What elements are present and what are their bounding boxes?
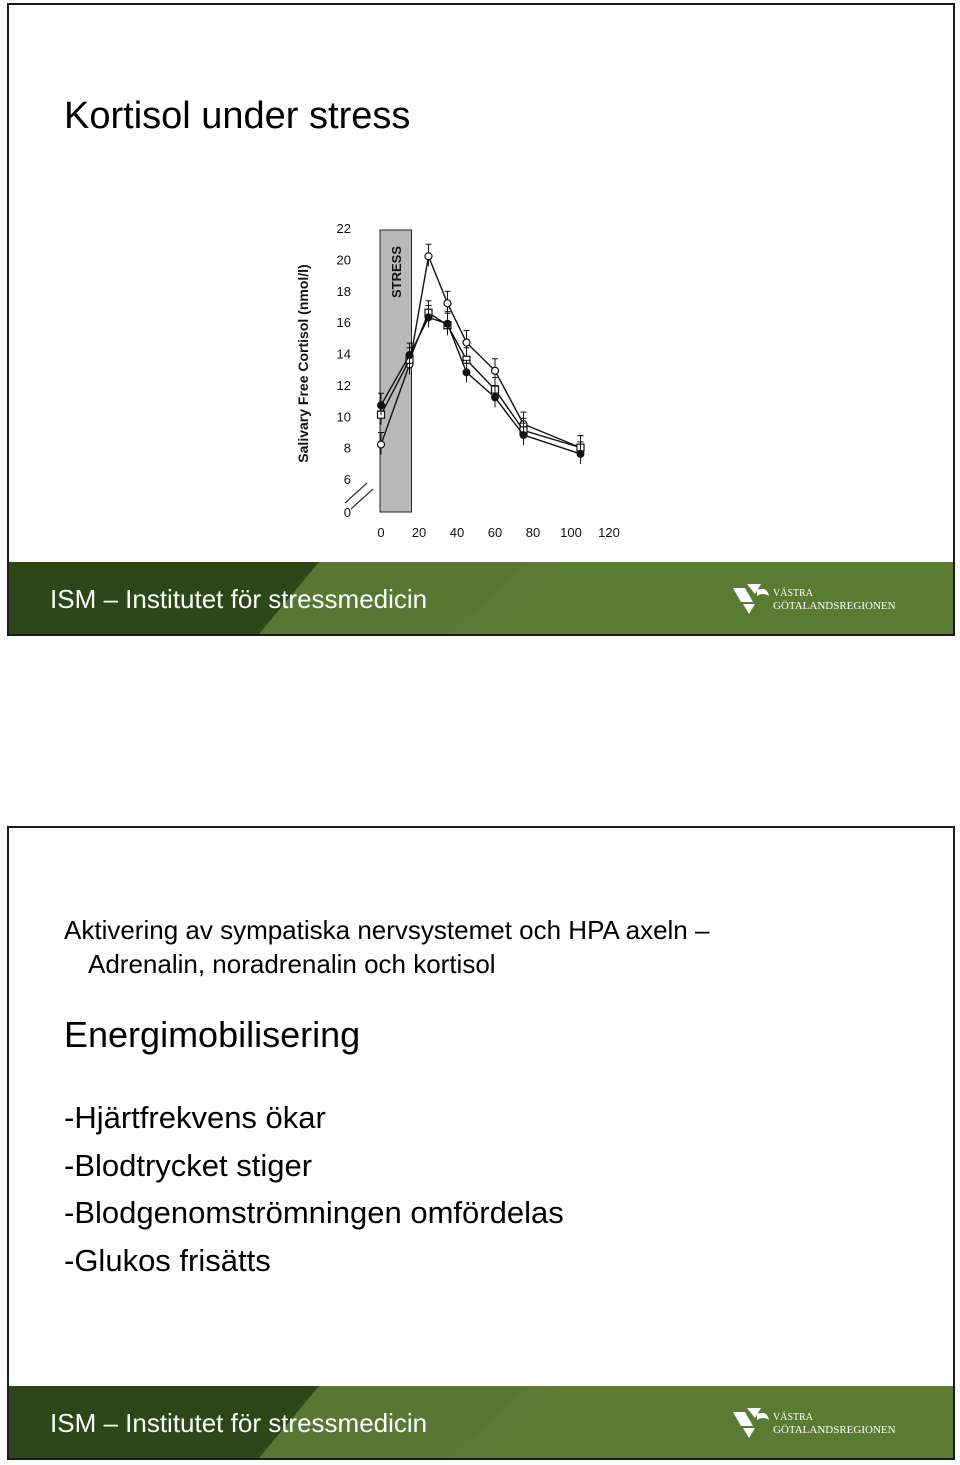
x-tick-label: 60 [487,525,503,540]
hormones-text: Adrenalin, noradrenalin och kortisol [88,949,496,979]
x-tick-label: 80 [525,525,541,540]
data-point [463,369,470,376]
x-tick-label: 20 [411,525,427,540]
activation-text: Aktivering av sympatiska nervsystemet och HPA axeln – [64,915,710,945]
footer-band [9,562,953,634]
vgr-emblem-icon [733,1408,769,1438]
y-tick-label: 20 [336,252,351,268]
y-tick-label: 22 [336,221,351,236]
data-point [378,441,385,448]
logo-line-2: GÖTALANDSREGIONEN [773,1424,896,1436]
x-tick-label: 120 [598,525,620,540]
data-point [577,450,584,457]
cortisol-chart [279,215,629,545]
x-tick-label: 0 [377,525,385,540]
y-tick-label: 6 [343,472,351,487]
y-tick-label: 18 [336,283,351,299]
data-point [425,253,432,260]
slide-title: Kortisol under stress [64,95,411,137]
x-tick-label: 100 [560,525,582,540]
y-axis-break-mark [351,489,373,509]
slide-1 [7,3,955,636]
data-point [492,367,499,374]
footer-institute-name: ISM – Institutet för stressmedicin [50,584,428,614]
energy-heading: Energimobilisering [64,1014,361,1055]
x-tick-label: 40 [449,525,465,540]
data-point [492,394,499,401]
data-point [520,432,527,439]
y-tick-label: 10 [336,409,351,425]
data-point [463,339,470,346]
data-point [444,320,451,327]
vgr-logo [733,1406,905,1440]
chart-layer [295,221,620,540]
y-tick-label: 16 [336,315,351,331]
data-point [444,300,451,307]
logo-line-1: VÄSTRA [773,1412,814,1423]
vgr-logo [733,582,905,616]
y-tick-label: 12 [336,377,351,393]
data-point [378,402,385,409]
y-tick-label: 14 [336,346,351,362]
vgr-emblem-icon [733,584,769,614]
logo-line-2: GÖTALANDSREGIONEN [773,600,896,612]
y-tick-label: 8 [343,440,351,456]
footer-institute-name: ISM – Institutet för stressmedicin [50,1408,428,1438]
footer-band [9,1386,953,1458]
effects-list [64,1094,564,1284]
y-axis-label: Salivary Free Cortisol (nmol/l) [295,264,311,463]
list-item: -Blodtrycket stiger [64,1147,313,1183]
list-item: -Blodgenomströmningen omfördelas [64,1195,564,1230]
stress-label: STRESS [388,245,404,298]
data-point [406,352,413,359]
data-point [425,314,432,321]
y-tick-label: 0 [343,505,351,520]
list-item: -Hjärtfrekvens ökar [64,1100,326,1135]
slide-2 [7,826,955,1460]
logo-line-1: VÄSTRA [773,588,814,599]
list-item: -Glukos frisätts [64,1242,271,1278]
